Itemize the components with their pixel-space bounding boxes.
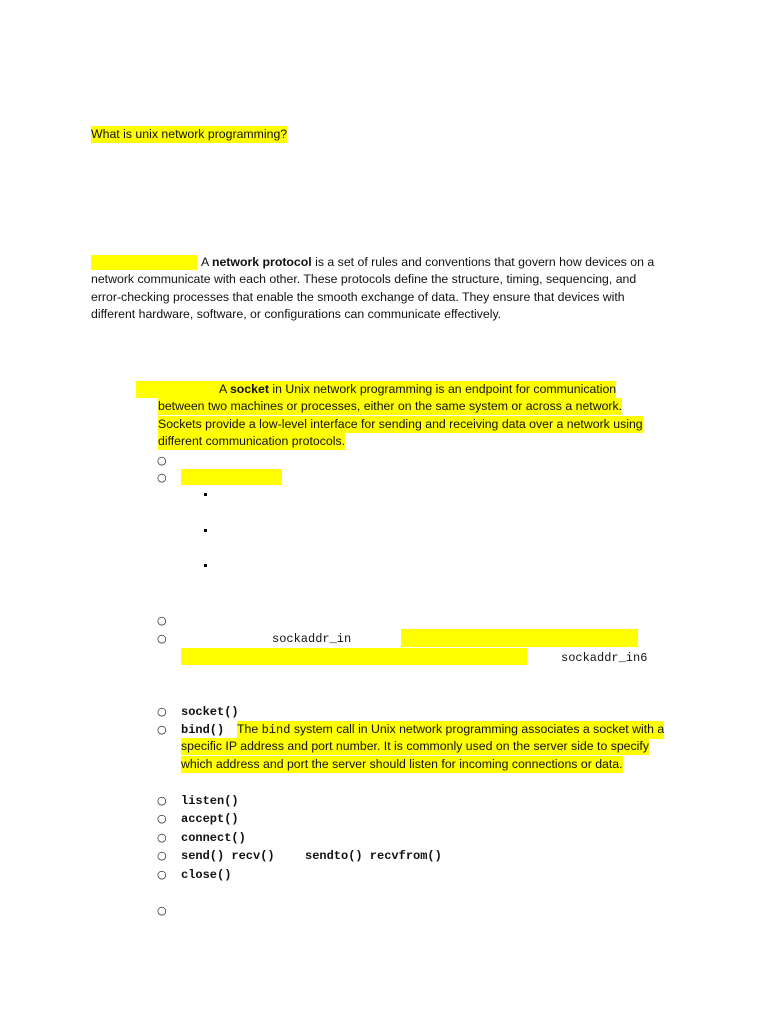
network-protocol-term: network protocol [211,255,312,269]
listen-function: listen() [181,794,239,808]
question-heading: What is unix network programming? [91,126,287,143]
sockaddr-in-struct: sockaddr_in [272,632,352,646]
accept-function: accept() [181,812,239,826]
network-protocol-line-3: error-checking processes that enable the smooth exchange of data. They ensure that devices with [91,290,625,304]
circle-bullet: ○ [157,812,167,825]
circle-bullet: ○ [157,471,167,484]
bind-function: bind() [181,723,225,737]
highlight-block [136,381,158,398]
socket-function: socket() [181,705,239,719]
circle-bullet: ○ [157,904,167,917]
circle-bullet: ○ [157,723,167,736]
network-protocol-line-4: different hardware, software, or configurations can communicate effectively. [91,307,502,321]
circle-bullet: ○ [157,831,167,844]
sockaddr-in6-struct: sockaddr_in6 [561,651,648,665]
square-bullet [204,564,207,567]
bind-line-3: which address and port the server should listen for incoming connections or data. [181,756,623,773]
circle-bullet: ○ [157,614,167,627]
send-recv-functions: send() recv() [181,849,275,863]
highlight-block [181,648,527,665]
circle-bullet: ○ [157,705,167,718]
circle-bullet: ○ [157,794,167,807]
highlight-block [401,629,638,647]
circle-bullet: ○ [157,849,167,862]
bind-line-2: specific IP address and port number. It is commonly used on the server side to specify [181,738,649,755]
square-bullet [204,529,207,532]
sendto-recvfrom-functions: sendto() recvfrom() [305,849,442,863]
highlight-block [91,255,197,270]
network-protocol-line-2: network communicate with each other. These protocols define the structure, timing, sequencing, and [91,272,637,286]
socket-line-2: between two machines or processes, either on the same system or across a network. [158,398,622,415]
bind-inline-code: bind [261,723,291,737]
bind-line-1: The bind system call in Unix network programming associates a socket with a [237,721,664,739]
circle-bullet: ○ [157,454,167,467]
square-bullet [204,493,207,496]
highlight-block [181,469,282,485]
socket-line-3: Sockets provide a low-level interface for sending and receiving data over a network using [158,416,643,433]
socket-term: socket [229,382,269,396]
circle-bullet: ○ [157,868,167,881]
highlight-block [158,381,219,398]
network-protocol-line-1: A network protocol is a set of rules and conventions that govern how devices on a [201,255,655,269]
socket-line-1: A socket in Unix network programming is an endpoint for communication [219,381,616,398]
close-function: close() [181,868,232,882]
socket-line-4: different communication protocols. [158,433,345,450]
circle-bullet: ○ [157,632,167,645]
connect-function: connect() [181,831,246,845]
